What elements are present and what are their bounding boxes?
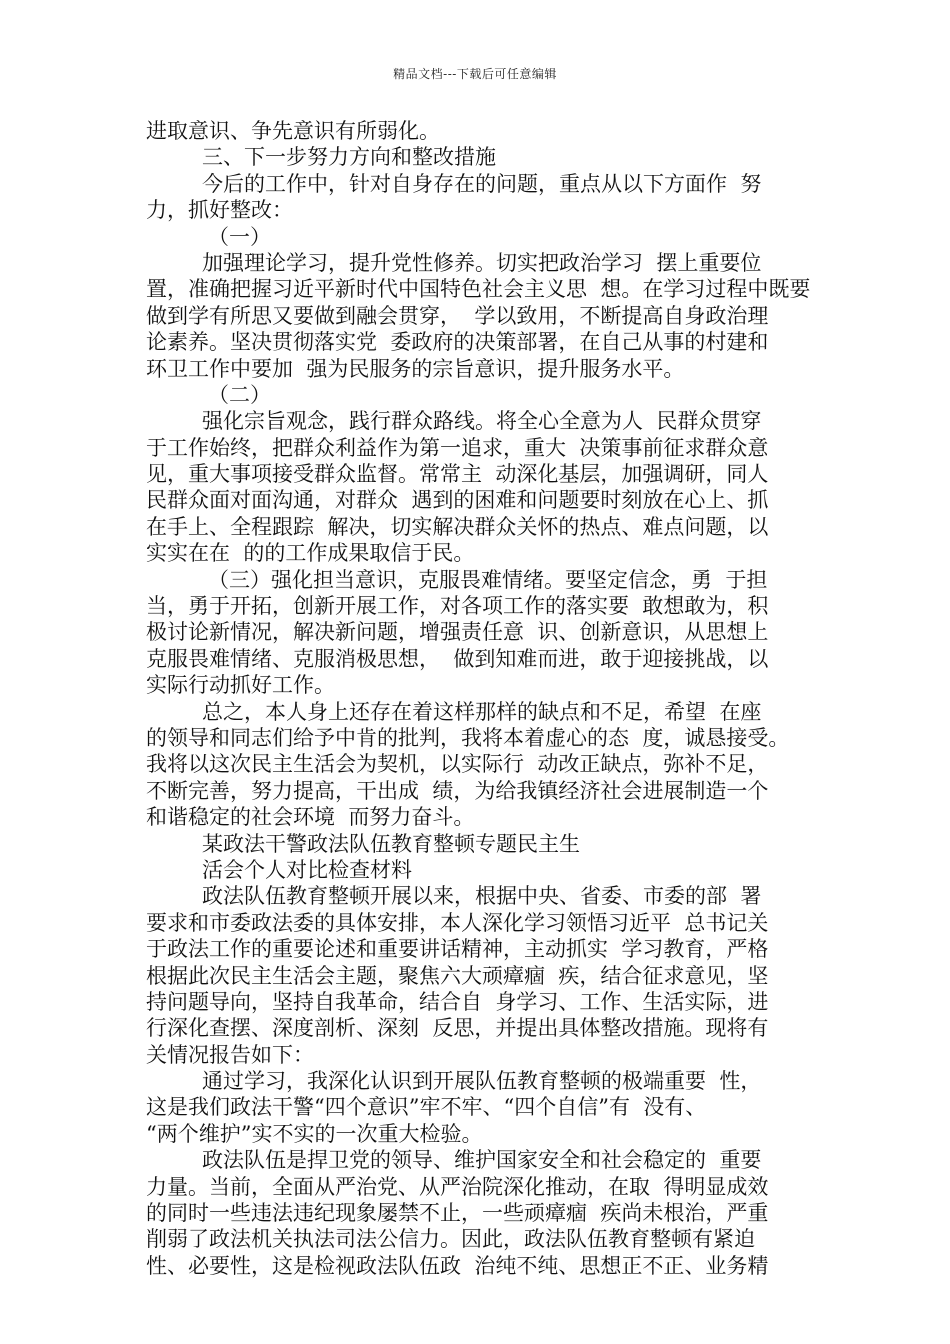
text-line: 性、必要性，这是检视政法队伍政 治纯不纯、思想正不正、业务精 [146, 1253, 769, 1278]
text-line: 于工作始终，把群众利益作为第一追求，重大 决策事前征求群众意 [146, 435, 769, 460]
text-line: 见，重大事项接受群众监督。常常主 动深化基层，加强调研，同人 [146, 462, 769, 487]
text-line: 行深化查摆、深度剖析、深刻 反思，并提出具体整改措施。现将有 [146, 1016, 769, 1041]
page-header: 精品文档---下载后可任意编辑 [393, 67, 557, 81]
text-line: 根据此次民主生活会主题，聚焦六大顽瘴痼 疾，结合征求意见，坚 [146, 963, 769, 988]
text-line: 在手上、全程跟踪 解决，切实解决群众关怀的热点、难点问题，以 [146, 514, 769, 539]
document-title: 活会个人对比检查材料 [202, 857, 412, 882]
text-line: 不断完善，努力提高，干出成 绩，为给我镇经济社会进展制造一个 [146, 778, 769, 803]
text-line: 要求和市委政法委的具体安排，本人深化学习领悟习近平 总书记关 [146, 910, 769, 935]
subsection-number: （一） [208, 224, 271, 249]
text-line: 今后的工作中，针对自身存在的问题，重点从以下方面作 努 [202, 171, 762, 196]
text-line: 当，勇于开拓，创新开展工作，对各项工作的落实要 敢想敢为，积 [146, 594, 769, 619]
text-line: 强化宗旨观念，践行群众路线。将全心全意为人 民群众贯穿 [202, 409, 762, 434]
subsection-number: （二） [208, 382, 271, 407]
text-line: 政法队伍是捍卫党的领导、维护国家安全和社会稳定的 重要 [202, 1148, 762, 1173]
text-line: 的领导和同志们给予中肯的批判，我将本着虚心的态 度，诚恳接受。 [146, 725, 790, 750]
text-line: 持问题导向，坚持自我革命，结合自 身学习、工作、生活实际，进 [146, 989, 769, 1014]
text-line: 论素养。坚决贯彻落实党 委政府的决策部署，在自己从事的村建和 [146, 330, 769, 355]
text-line: 克服畏难情绪、克服消极思想， 做到知难而进，敢于迎接挑战，以 [146, 646, 769, 671]
text-line: 实实在在 的的工作成果取信于民。 [146, 541, 475, 566]
text-line: 极讨论新情况，解决新问题，增强责任意 识、创新意识，从思想上 [146, 620, 769, 645]
text-line: 削弱了政法机关执法司法公信力。因此，政法队伍教育整顿有紧迫 [146, 1227, 755, 1252]
text-line: “两个维护”实不实的一次重大检验。 [146, 1121, 483, 1146]
document-body [146, 118, 826, 1279]
text-line: 做到学有所思又要做到融会贯穿， 学以致用，不断提高自身政治理 [146, 303, 769, 328]
text-line: （三）强化担当意识，克服畏难情绪。要坚定信念，勇 于担 [208, 567, 768, 592]
text-line: 力，抓好整改： [146, 198, 293, 223]
text-line: 加强理论学习，提升党性修养。切实把政治学习 摆上重要位 [202, 250, 762, 275]
text-line: 的同时一些违法违纪现象屡禁不止，一些顽瘴痼 疾尚未根治，严重 [146, 1201, 769, 1226]
text-line: 于政法工作的重要论述和重要讲话精神，主动抓实 学习教育，严格 [146, 937, 769, 962]
text-line: 民群众面对面沟通，对群众 遇到的困难和问题要时刻放在心上、抓 [146, 488, 769, 513]
text-line: 政法队伍教育整顿开展以来，根据中央、省委、市委的部 署 [202, 884, 762, 909]
document-title: 某政法干警政法队伍教育整顿专题民主生 [202, 831, 580, 856]
text-line: 和谐稳定的社会环境 而努力奋斗。 [146, 805, 475, 830]
text-line: 力量。当前，全面从严治党、从严治院深化推动，在取 得明显成效 [146, 1174, 769, 1199]
text-line: 进取意识、争先意识有所弱化。 [146, 119, 440, 143]
text-line: 环卫工作中要加 强为民服务的宗旨意识，提升服务水平。 [146, 356, 685, 381]
text-line: 这是我们政法干警“四个意识”牢不牢、“四个自信”有 没有、 [146, 1095, 707, 1120]
text-line: 关情况报告如下： [146, 1042, 314, 1067]
text-line: 通过学习，我深化认识到开展队伍教育整顿的极端重要 性， [202, 1069, 762, 1094]
text-line: 我将以这次民主生活会为契机，以实际行 动改正缺点，弥补不足， [146, 752, 769, 777]
section-heading: 三、下一步努力方向和整改措施 [202, 145, 496, 170]
text-line: 置，准确把握习近平新时代中国特色社会主义思 想。在学习过程中既要 [146, 277, 811, 302]
text-line: 总之，本人身上还存在着这样那样的缺点和不足，希望 在座 [202, 699, 762, 724]
text-line: 实际行动抓好工作。 [146, 673, 335, 698]
